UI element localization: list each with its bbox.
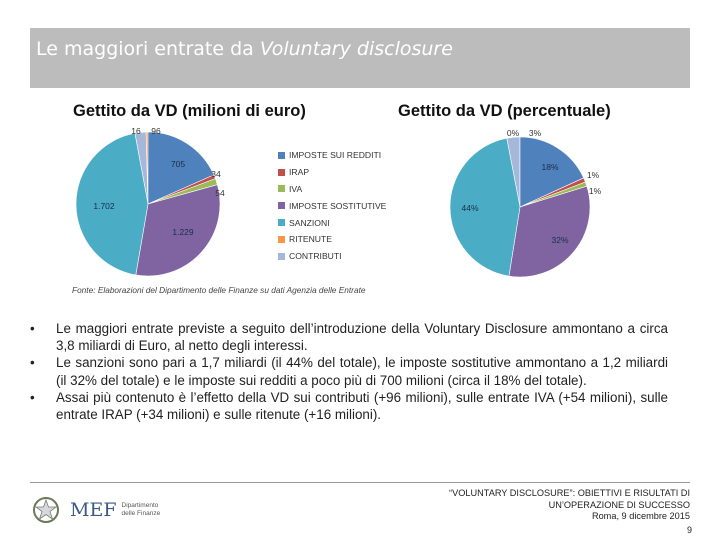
- pie-data-label: 1.229: [172, 227, 194, 237]
- bullet-dot: •: [30, 389, 35, 405]
- footer-line2: UN’OPERAZIONE DI SUCCESSO: [548, 499, 690, 510]
- pie-data-label: 1.702: [93, 201, 115, 211]
- legend-item: [278, 181, 386, 198]
- legend-label: SANZIONI: [289, 217, 330, 228]
- republic-emblem-icon: [30, 493, 62, 527]
- bullet-text: Assai più contenuto è l’effetto della VD sui contributi (+96 milioni), sulle entrate IVA (+54 milioni), sulle entrate IRAP (+34 milioni) e sulle ritenute (+16 milioni).: [56, 389, 668, 423]
- pie-slice-sanzioni: [450, 138, 520, 276]
- mef-logo-subtitle: [122, 502, 161, 518]
- legend-label: IMPOSTE SOSTITUTIVE: [289, 200, 387, 211]
- chart-legend: [278, 147, 386, 265]
- page-number: 9: [686, 525, 692, 535]
- pie-data-label: 1%: [588, 186, 602, 196]
- chart-title-percent: Gettito da VD (percentuale): [398, 102, 611, 120]
- legend-item: [278, 214, 386, 231]
- source-note: Fonte: Elaborazioni del Dipartimento delle Finanze su dati Agenzia delle Entrate: [72, 285, 366, 295]
- slide-title-italic: Voluntary disclosure: [259, 38, 453, 60]
- charts-panel: [68, 92, 668, 298]
- pie-data-label: 54: [215, 188, 225, 198]
- legend-swatch: [278, 236, 285, 243]
- pie-data-label: 3%: [528, 128, 542, 138]
- pie-data-label: 34: [211, 169, 221, 179]
- legend-label: RITENUTE: [289, 234, 332, 245]
- legend-item: [278, 164, 386, 181]
- pie-data-label: 44%: [461, 203, 479, 213]
- footer-date: Roma, 9 dicembre 2015: [591, 511, 690, 521]
- mef-logo-sub1: Dipartimento: [121, 502, 159, 509]
- pie-data-label: 705: [170, 159, 186, 169]
- pie-data-label: 32%: [551, 235, 569, 245]
- mef-logo-text: MEF: [70, 499, 117, 521]
- legend-swatch: [278, 152, 285, 159]
- legend-swatch: [278, 202, 285, 209]
- legend-label: IRAP: [289, 167, 310, 178]
- bullet-text: Le sanzioni sono pari a 1,7 miliardi (il 44% del totale), le imposte sostitutive ammontano a 1,2 miliardi (il 32% del totale) e le imposte sui redditi a poco più di 700 milioni (circa il 18% del totale).: [56, 355, 668, 388]
- bullet-dot: •: [30, 355, 35, 371]
- slide-title-plain: Le maggiori entrate da: [36, 38, 260, 60]
- legend-item: [278, 197, 386, 214]
- bullet-dot: •: [30, 321, 35, 336]
- slide-title: [36, 38, 453, 60]
- bullet-text: Le maggiori entrate previste a seguito dell’introduzione della Voluntary Disclosure ammontano a circa 3,8 miliardi di Euro, al netto degli interessi.: [56, 321, 668, 354]
- legend-item: [278, 248, 386, 265]
- mef-logo: [30, 493, 160, 527]
- legend-swatch: [278, 253, 285, 260]
- pie-data-label: 18%: [541, 162, 559, 172]
- legend-swatch: [278, 185, 285, 192]
- bullet-item: [30, 354, 668, 388]
- chart-title-millions: Gettito da VD (milioni di euro): [73, 102, 306, 120]
- pie-data-label: 1%: [586, 170, 600, 180]
- pie-data-label: 96: [151, 126, 161, 136]
- legend-label: IMPOSTE SUI REDDITI: [289, 150, 382, 161]
- legend-label: IVA: [289, 183, 303, 194]
- pie-data-label: 16: [131, 126, 141, 136]
- legend-swatch: [278, 219, 285, 226]
- bullet-item: [30, 389, 668, 423]
- pie-data-label: 0%: [506, 128, 520, 138]
- bullet-list: [30, 320, 668, 423]
- footer-line1: “VOLUNTARY DISCLOSURE”: OBIETTIVI E RISULTATI DI: [449, 488, 690, 498]
- slide-title-bar: [30, 28, 690, 88]
- mef-logo-sub2: delle Finanze: [121, 510, 161, 517]
- legend-label: CONTRIBUTI: [289, 251, 342, 262]
- legend-item: [278, 231, 386, 248]
- legend-item: [278, 147, 386, 164]
- bullet-item: [30, 320, 668, 354]
- legend-swatch: [278, 169, 285, 176]
- footer-note: [449, 488, 690, 523]
- footer-divider: [30, 482, 690, 483]
